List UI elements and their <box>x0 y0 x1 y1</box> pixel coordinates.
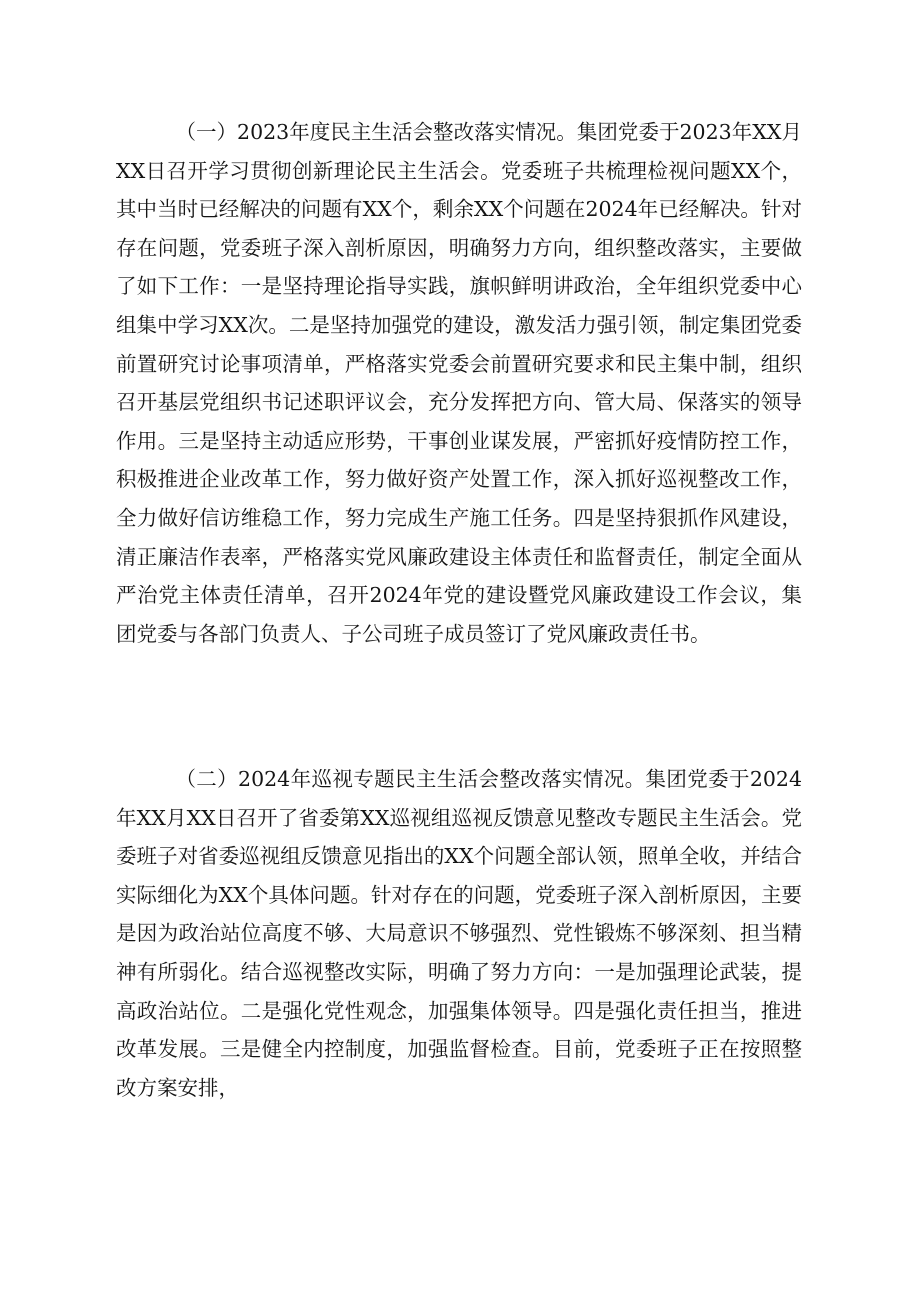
paragraph-section-2 <box>116 760 802 1107</box>
paragraph-2-text: （二）2024年巡视专题民主生活会整改落实情况。集团党委于2024年XX月XX日召开了省委第XX巡视组巡视反馈意见整改专题民主生活会。党委班子对省委巡视组反馈意见指出的XX个问题全部认领，照单全收，并结合实际细化为XX个具体问题。针对存在的问题，党委班子深入剖析原因，主要是因为政治站位高度不够、大局意识不够强烈、党性锻炼不够深刻、担当精神有所弱化。结合巡视整改实际，明确了努力方向：一是加强理论武装，提高政治站位。二是强化党性观念，加强集体领导。四是强化责任担当，推进改革发展。三是健全内控制度，加强监督检查。目前，党委班子正在按照整改方案安排， <box>116 767 802 1100</box>
paragraph-section-1 <box>116 113 802 653</box>
paragraph-1-text: （一）2023年度民主生活会整改落实情况。集团党委于2023年XX月XX日召开学习贯彻创新理论民主生活会。党委班子共梳理检视问题XX个，其中当时已经解决的问题有XX个，剩余XX个问题在2024年已经解决。针对存在问题，党委班子深入剖析原因，明确努力方向，组织整改落实，主要做了如下工作：一是坚持理论指导实践，旗帜鲜明讲政治，全年组织党委中心组集中学习XX次。二是坚持加强党的建设，激发活力强引领，制定集团党委前置研究讨论事项清单，严格落实党委会前置研究要求和民主集中制，组织召开基层党组织书记述职评议会，充分发挥把方向、管大局、保落实的领导作用。三是坚持主动适应形势，干事创业谋发展，严密抓好疫情防控工作，积极推进企业改革工作，努力做好资产处置工作，深入抓好巡视整改工作，全力做好信访维稳工作，努力完成生产施工任务。四是坚持狠抓作风建设，清正廉洁作表率，严格落实党风廉政建设主体责任和监督责任，制定全面从严治党主体责任清单，召开2024年党的建设暨党风廉政建设工作会议，集团党委与各部门负责人、子公司班子成员签订了党风廉政责任书。 <box>116 120 802 646</box>
